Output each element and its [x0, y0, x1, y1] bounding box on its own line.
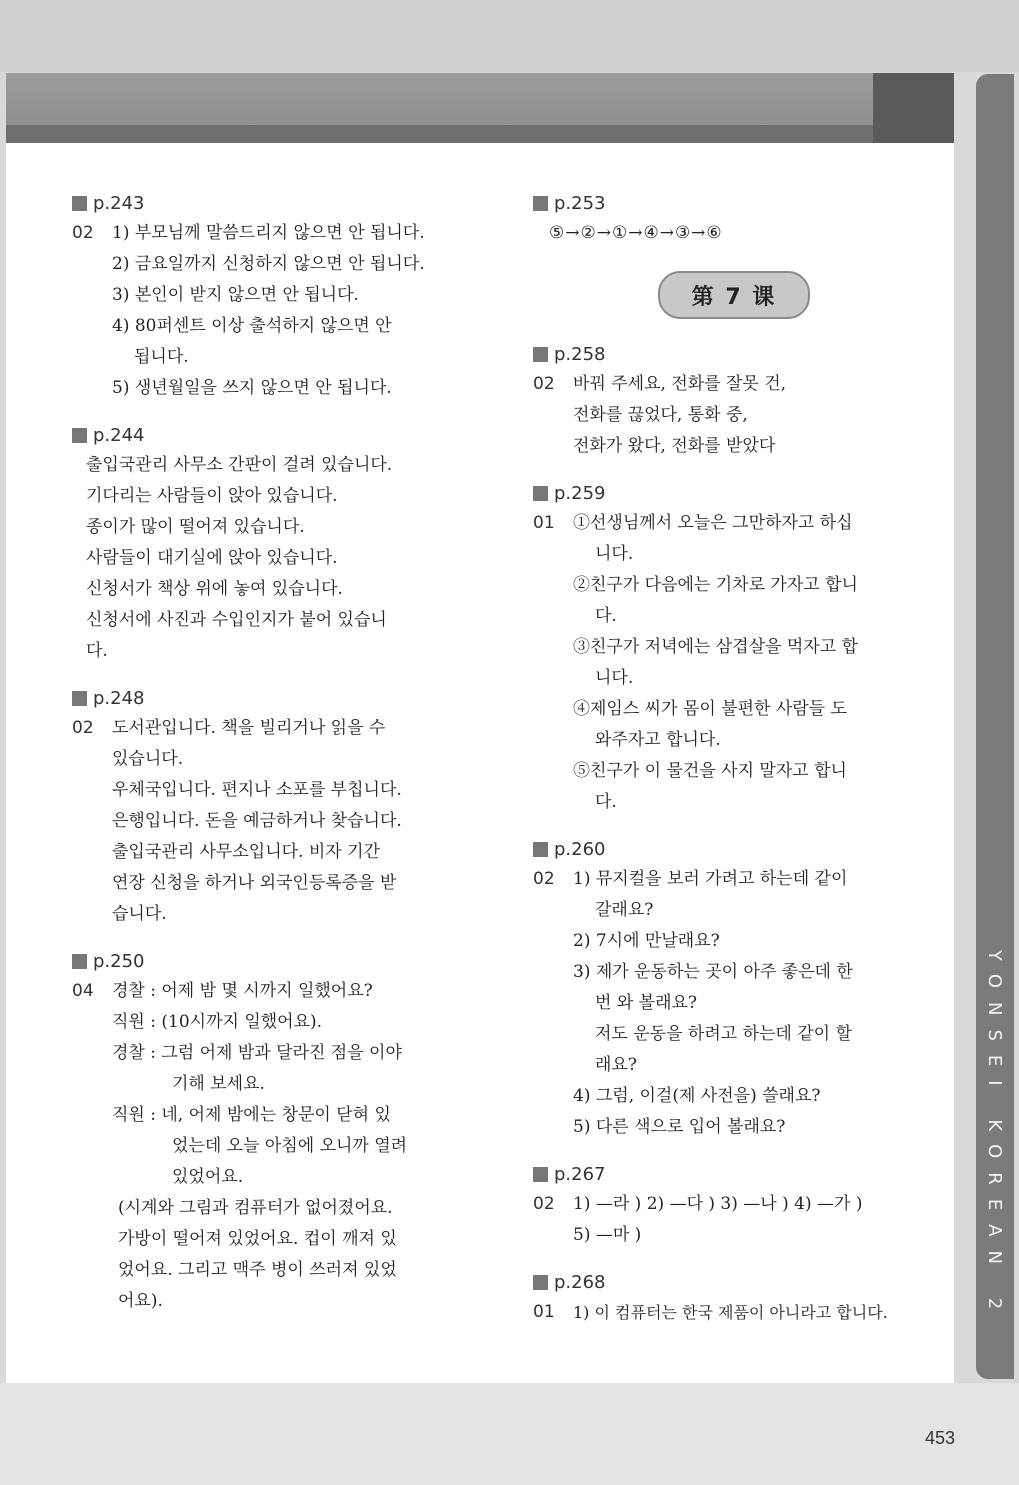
- answer-line: 2) 금요일까지 신청하지 않으면 안 됩니다.: [112, 254, 425, 274]
- section-title: p.253: [533, 190, 953, 216]
- question-number: 02: [72, 223, 94, 243]
- answer-lines: [573, 1189, 953, 1251]
- square-marker-icon: [533, 1167, 548, 1182]
- answer-line: 4) 그럼, 이걸(제 사전을) 쓸래요?: [573, 1086, 821, 1106]
- answer-line: 3) 제가 운동하는 곳이 아주 좋은데 한: [573, 962, 853, 982]
- answer-line: 우체국입니다. 편지나 소포를 부칩니다.: [112, 780, 402, 800]
- answer-line: ②친구가 다음에는 기차로 가자고 합니: [573, 575, 858, 595]
- answer-line: 기해 보세요.: [172, 1074, 265, 1094]
- answer-line: 1) 뮤지컬을 보러 가려고 하는데 같이: [573, 869, 848, 889]
- square-marker-icon: [72, 428, 87, 443]
- answer-line: 1) 부모님께 말씀드리지 않으면 안 됩니다.: [112, 223, 425, 243]
- answer-line: 다.: [595, 792, 617, 812]
- question-number: 02: [533, 869, 555, 889]
- header-stripe: [6, 125, 954, 143]
- bottom-margin: [0, 1383, 1019, 1485]
- answer-sequence: ⑤→②→①→④→③→⑥: [549, 223, 723, 243]
- answer-line: 기다리는 사람들이 앉아 있습니다.: [86, 486, 338, 506]
- header-dark-block: [873, 73, 954, 143]
- answer-line: 5) 다른 색으로 입어 볼래요?: [573, 1117, 786, 1137]
- section-p258: [533, 341, 953, 462]
- answer-line: 있었어요.: [172, 1167, 244, 1187]
- section-p248: [72, 685, 492, 930]
- answer-lines: [112, 713, 492, 930]
- answer-line: 연장 신청을 하거나 외국인등록증을 받: [112, 873, 397, 893]
- question-number: 01: [533, 513, 555, 533]
- answer-line: 어요).: [118, 1291, 163, 1311]
- answer-line: 다.: [595, 606, 617, 626]
- section-p268: [533, 1269, 953, 1328]
- square-marker-icon: [533, 347, 548, 362]
- square-marker-icon: [72, 196, 87, 211]
- question-number: 02: [533, 374, 555, 394]
- section-title: p.250: [72, 948, 492, 974]
- answer-lines: [72, 1193, 492, 1317]
- answer-lines: [112, 218, 492, 404]
- question-number: 04: [72, 981, 94, 1001]
- section-p244: [72, 422, 492, 667]
- answer-line: 출입국관리 사무소 간판이 걸려 있습니다.: [86, 455, 393, 475]
- answer-line: 직원 : (10시까지 일했어요).: [112, 1012, 323, 1032]
- section-p250: [72, 948, 492, 1317]
- answer-line: 신청서가 책상 위에 놓여 있습니다.: [86, 579, 343, 599]
- square-marker-icon: [533, 196, 548, 211]
- answer-lines: [573, 508, 953, 818]
- answer-line: 었어요. 그리고 맥주 병이 쓰러져 있었: [118, 1260, 397, 1280]
- answer-line: 경찰 : 어제 밤 몇 시까지 일했어요?: [112, 981, 373, 1001]
- answer-line: 1) —라 ) 2) —다 ) 3) —나 ) 4) —가 ): [573, 1194, 863, 1214]
- answer-line: 4) 80퍼센트 이상 출석하지 않으면 안: [112, 316, 392, 336]
- answer-row: [72, 976, 492, 1193]
- section-p267: [533, 1161, 953, 1251]
- answer-line: 전화를 끊었다, 통화 중,: [573, 405, 748, 425]
- section-title: p.244: [72, 422, 492, 448]
- answer-line: 래요?: [595, 1055, 637, 1075]
- answer-line: 출입국관리 사무소입니다. 비자 기간: [112, 842, 380, 862]
- side-label-container: [980, 916, 1010, 1356]
- section-title: p.243: [72, 190, 492, 216]
- answer-row: [533, 1297, 953, 1328]
- answer-line: 전화가 왔다, 전화를 받았다: [573, 436, 776, 456]
- answer-line: ①선생님께서 오늘은 그만하자고 하십: [573, 513, 853, 533]
- answer-line: 신청서에 사진과 수입인지가 붙어 있습니: [86, 610, 387, 630]
- top-background: [0, 0, 1019, 72]
- section-title: p.258: [533, 341, 953, 367]
- answer-lines: [573, 1297, 953, 1328]
- answer-line: 5) 생년월일을 쓰지 않으면 안 됩니다.: [112, 378, 392, 398]
- right-column: [533, 190, 953, 1346]
- section-p259: [533, 480, 953, 818]
- answer-line: 직원 : 네, 어제 밤에는 창문이 닫혀 있: [112, 1105, 391, 1125]
- answer-line: ③친구가 저녁에는 삼겹살을 먹자고 합: [573, 637, 858, 657]
- answer-line: 1) 이 컴퓨터는 한국 제품이 아니라고 합니다.: [573, 1303, 888, 1322]
- answer-line: 2) 7시에 만날래요?: [573, 931, 720, 951]
- square-marker-icon: [533, 486, 548, 501]
- question-number: 01: [533, 1302, 555, 1322]
- section-title: p.267: [533, 1161, 953, 1187]
- answer-lines: [112, 976, 492, 1193]
- lesson-badge: 第 7 课: [658, 271, 810, 319]
- square-marker-icon: [533, 842, 548, 857]
- answer-line: 종이가 많이 떨어져 있습니다.: [86, 517, 305, 537]
- section-title: p.268: [533, 1269, 953, 1295]
- answer-line: 도서관입니다. 책을 빌리거나 읽을 수: [112, 718, 386, 738]
- answer-line: 사람들이 대기실에 앉아 있습니다.: [86, 548, 338, 568]
- answer-line: 었는데 오늘 아침에 오니까 열려: [172, 1136, 408, 1156]
- answer-line: 습니다.: [112, 904, 167, 924]
- answer-line: 됩니다.: [134, 347, 189, 367]
- answer-line: ④제임스 씨가 몸이 불편한 사람들 도: [573, 699, 847, 719]
- answer-line: (시계와 그림과 컴퓨터가 없어졌어요.: [118, 1198, 393, 1218]
- answer-line: 경찰 : 그럼 어제 밤과 달라진 점을 이야: [112, 1043, 402, 1063]
- answer-line: 다.: [86, 641, 108, 661]
- answer-line: 바꿔 주세요, 전화를 잘못 건,: [573, 374, 787, 394]
- answer-line: 은행입니다. 돈을 예금하거나 찾습니다.: [112, 811, 402, 831]
- answer-line: ⑤친구가 이 물건을 사지 말자고 합니: [573, 761, 847, 781]
- answer-line: 저도 운동을 하려고 하는데 같이 할: [595, 1024, 852, 1044]
- answer-row: [533, 864, 953, 1143]
- square-marker-icon: [72, 691, 87, 706]
- answer-lines: [72, 450, 492, 667]
- answer-line: 니다.: [595, 544, 634, 564]
- answer-line: 와주자고 합니다.: [595, 730, 721, 750]
- answer-line: 번 와 볼래요?: [595, 993, 698, 1013]
- section-p243: [72, 190, 492, 404]
- answer-line: 있습니다.: [112, 749, 184, 769]
- square-marker-icon: [72, 954, 87, 969]
- side-label: YONSEI KOREAN 2: [984, 949, 1006, 1323]
- section-title: p.248: [72, 685, 492, 711]
- question-number: 02: [72, 718, 94, 738]
- answer-row: [533, 1189, 953, 1251]
- answer-line: 가방이 떨어져 있었어요. 컵이 깨져 있: [118, 1229, 397, 1249]
- answer-row: [72, 218, 492, 404]
- answer-row: [533, 508, 953, 818]
- answer-lines: [573, 369, 953, 462]
- square-marker-icon: [533, 1275, 548, 1290]
- answer-row: [533, 369, 953, 462]
- section-p253: [533, 190, 953, 249]
- page-number: 453: [925, 1428, 956, 1448]
- question-number: 02: [533, 1194, 555, 1214]
- answer-line: 갈래요?: [595, 900, 654, 920]
- answer-line: 5) —마 ): [573, 1225, 642, 1245]
- section-p260: [533, 836, 953, 1143]
- section-title: p.259: [533, 480, 953, 506]
- answer-line: 3) 본인이 받지 않으면 안 됩니다.: [112, 285, 359, 305]
- answer-lines: [573, 864, 953, 1143]
- answer-line: 니다.: [595, 668, 634, 688]
- answer-row: [72, 713, 492, 930]
- left-column: [72, 190, 492, 1335]
- section-title: p.260: [533, 836, 953, 862]
